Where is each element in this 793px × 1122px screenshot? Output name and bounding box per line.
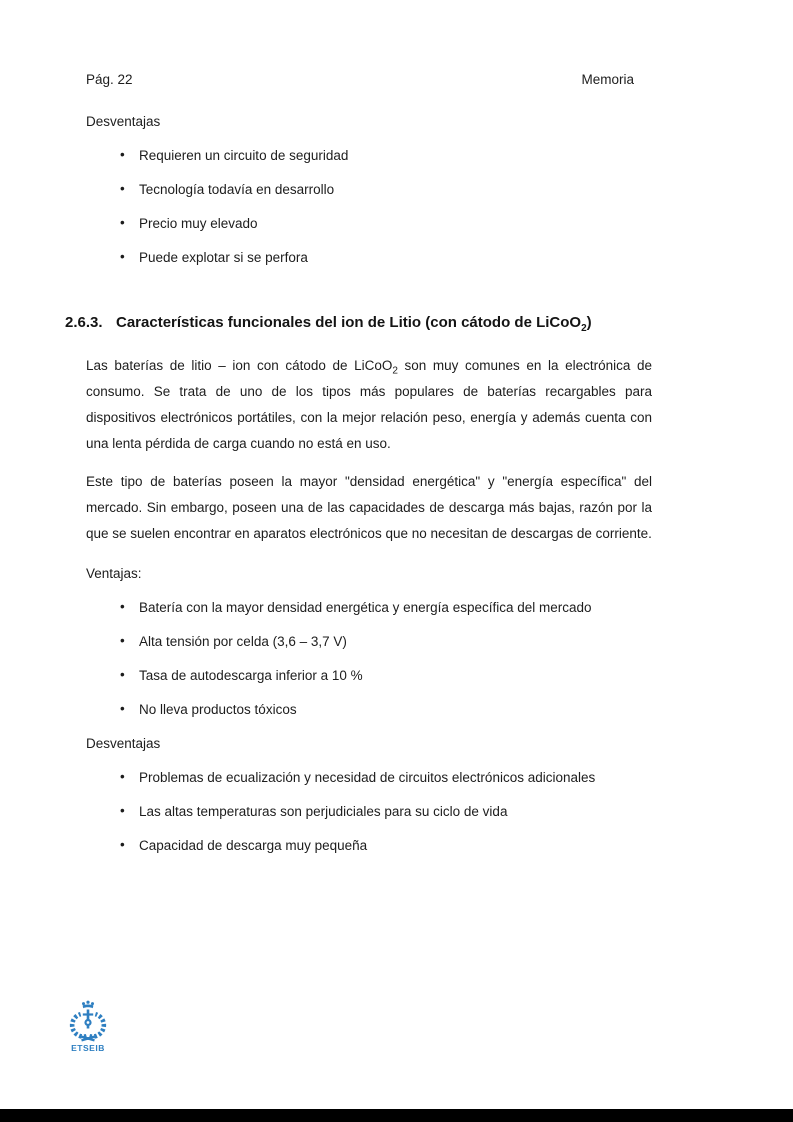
paragraph-intro-rest: son muy comunes en la electrónica de consumo. Se trata de uno de los tipos más populares de baterías recargables para dispositivos electrónicos portátiles, con la mejor relación peso, energía y además cuenta con una lenta pérdida de carga cuando no está en uso. bbox=[86, 358, 652, 451]
bullet-icon: • bbox=[120, 249, 125, 264]
section-title bbox=[116, 314, 592, 332]
list-item-text: Requieren un circuito de seguridad bbox=[139, 148, 349, 163]
bullet-icon: • bbox=[120, 667, 125, 682]
list-item-text: Tasa de autodescarga inferior a 10 % bbox=[139, 668, 363, 683]
list-item-text: Capacidad de descarga muy pequeña bbox=[139, 838, 368, 853]
bullet-icon: • bbox=[120, 633, 125, 648]
etseib-logo-text: ETSEIB bbox=[71, 1043, 105, 1053]
etseib-logo bbox=[65, 1000, 111, 1053]
bullet-icon: • bbox=[120, 215, 125, 230]
list-item bbox=[86, 838, 652, 853]
page-number-label: Pág. 22 bbox=[86, 72, 133, 87]
bullet-icon: • bbox=[120, 599, 125, 614]
section-number: 2.6.3. bbox=[65, 314, 103, 331]
footer-black-bar bbox=[0, 1109, 793, 1122]
section-heading bbox=[65, 314, 652, 332]
list-item bbox=[86, 804, 652, 819]
paragraph-intro-subscript: 2 bbox=[392, 365, 398, 377]
running-title: Memoria bbox=[581, 72, 634, 87]
bullet-icon: • bbox=[120, 701, 125, 716]
list-item bbox=[86, 250, 652, 265]
prev-disadvantages-label: Desventajas bbox=[86, 114, 161, 129]
list-item-text: Problemas de ecualización y necesidad de circuitos electrónicos adicionales bbox=[139, 770, 596, 785]
section-title-subscript: 2 bbox=[581, 323, 587, 334]
bullet-icon: • bbox=[120, 769, 125, 784]
paragraph-intro bbox=[86, 353, 652, 457]
list-item bbox=[86, 182, 652, 197]
list-item-text: Alta tensión por celda (3,6 – 3,7 V) bbox=[139, 634, 347, 649]
list-item bbox=[86, 216, 652, 231]
list-item-text: No lleva productos tóxicos bbox=[139, 702, 297, 717]
disadvantages-label: Desventajas bbox=[86, 736, 161, 751]
list-item bbox=[86, 148, 652, 163]
disadvantages-list bbox=[86, 770, 652, 853]
etseib-crest-icon bbox=[66, 1000, 110, 1042]
section-title-close: ) bbox=[586, 314, 592, 331]
bullet-icon: • bbox=[120, 181, 125, 196]
advantages-label: Ventajas: bbox=[86, 566, 142, 581]
bullet-icon: • bbox=[120, 803, 125, 818]
list-item-text: Las altas temperaturas son perjudiciales para su ciclo de vida bbox=[139, 804, 508, 819]
list-item-text: Puede explotar si se perfora bbox=[139, 250, 308, 265]
bullet-icon: • bbox=[120, 837, 125, 852]
paragraph-intro-text: Las baterías de litio – ion con cátodo de LiCoO bbox=[86, 358, 393, 373]
paragraph-density: Este tipo de baterías poseen la mayor "densidad energética" y "energía específica" del mercado. Sin embargo, poseen una de las capacidades de descarga más bajas, razón por la que se suelen encontrar en aparatos electrónicos que no necesitan de descargas de corriente. bbox=[86, 474, 652, 541]
page-content bbox=[65, 0, 652, 872]
list-item bbox=[86, 770, 652, 785]
section-title-text: Características funcionales del ion de Litio (con cátodo de LiCoO bbox=[116, 314, 582, 331]
prev-disadvantages-list bbox=[86, 148, 652, 265]
list-item bbox=[86, 600, 652, 615]
bullet-icon: • bbox=[120, 147, 125, 162]
list-item-text: Batería con la mayor densidad energética y energía específica del mercado bbox=[139, 600, 592, 615]
page-header bbox=[86, 0, 652, 88]
list-item bbox=[86, 634, 652, 649]
list-item bbox=[86, 668, 652, 683]
list-item bbox=[86, 702, 652, 717]
list-item-text: Precio muy elevado bbox=[139, 216, 258, 231]
advantages-list bbox=[86, 600, 652, 717]
list-item-text: Tecnología todavía en desarrollo bbox=[139, 182, 335, 197]
